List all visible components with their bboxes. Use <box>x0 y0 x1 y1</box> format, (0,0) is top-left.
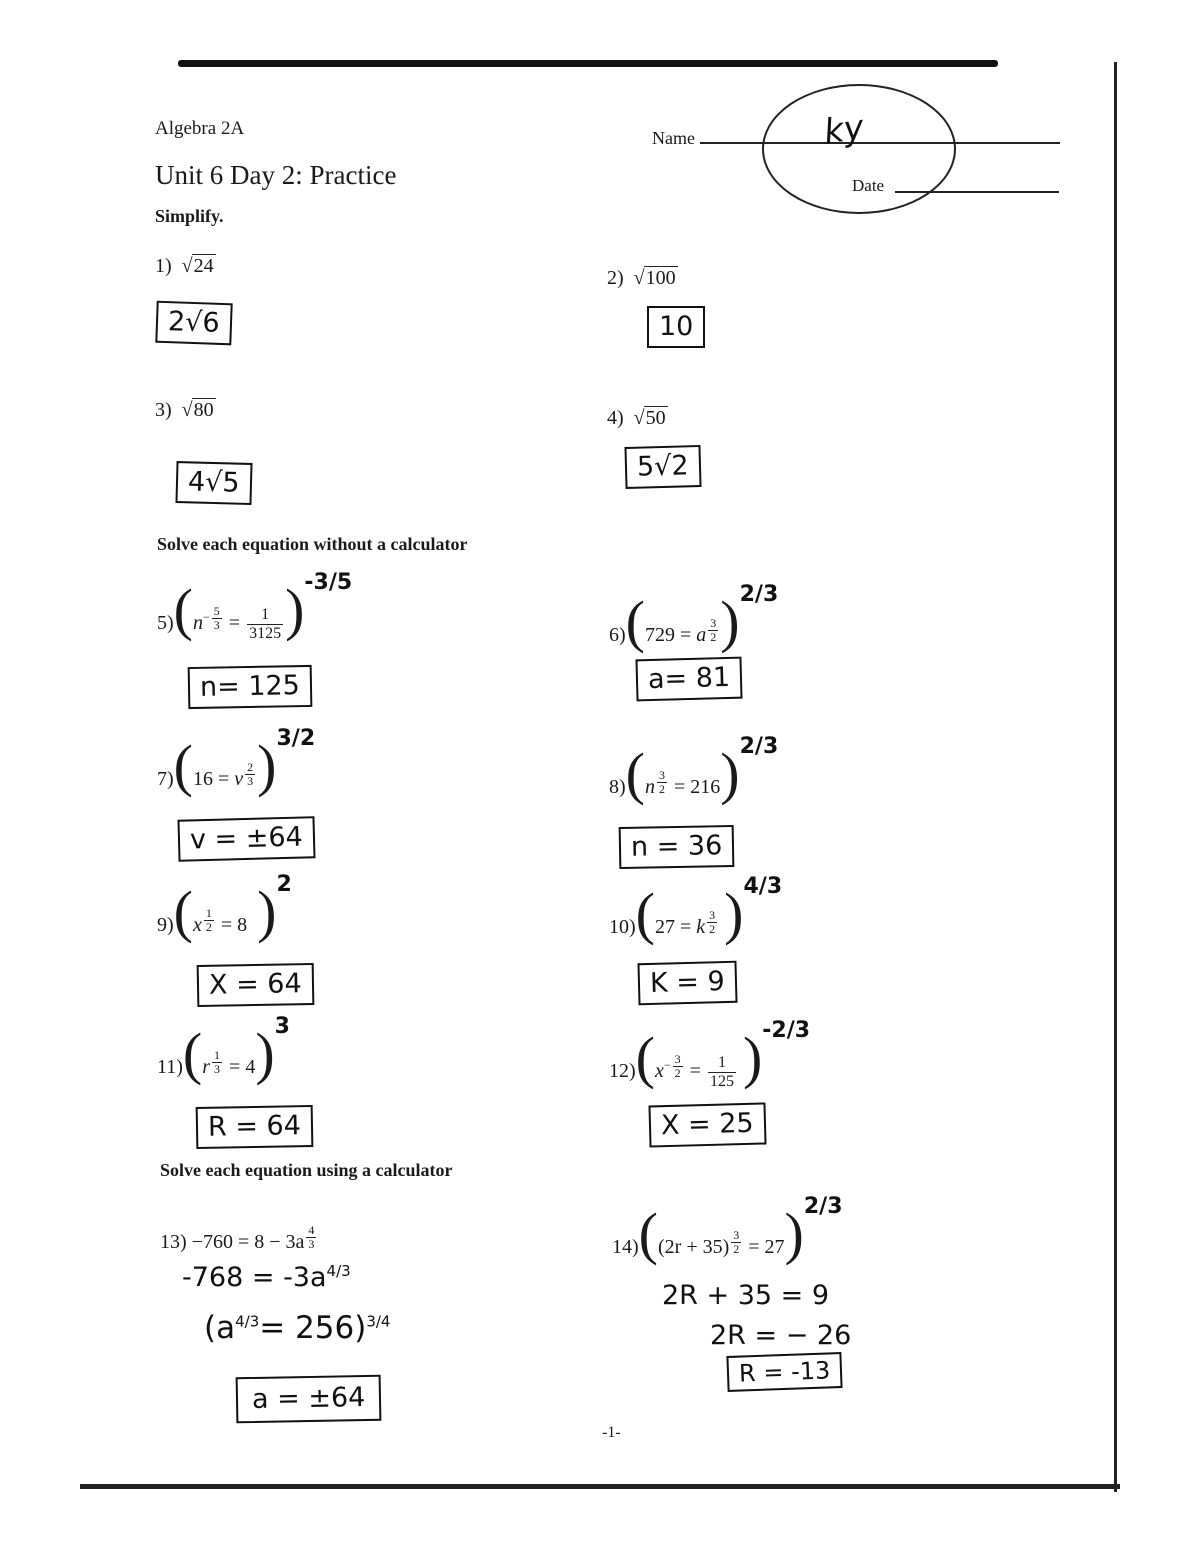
work-13-line-2: $(a^{4/3}= 256)^{3/4}$ <box>204 1310 391 1346</box>
page-title: Unit 6 Day 2: Practice <box>155 160 397 190</box>
course-name: Algebra 2A <box>155 118 245 139</box>
work-14-line-1: 2R + 35 = 9 <box>662 1280 830 1311</box>
sqrt-icon: √ <box>181 255 193 277</box>
problem-number: 9) <box>157 914 174 936</box>
problem-number: 12) <box>609 1060 636 1082</box>
problem-number: 1) <box>155 255 172 277</box>
sqrt-icon: √ <box>633 407 645 429</box>
signature-circle <box>762 84 956 214</box>
answer-box-12: X = 25 <box>648 1102 766 1147</box>
problem-12: $12)(x^{- \frac{3}{2}}$ = $\frac{1}{125}$ )-2/3 <box>609 1018 811 1090</box>
problem-2 <box>607 266 678 290</box>
outer-exponent: 2 <box>276 872 292 897</box>
problem-4 <box>607 406 668 430</box>
answer-box-10: K = 9 <box>637 961 737 1006</box>
radicand: 50 <box>645 407 666 429</box>
problem-number: 4) <box>607 407 624 429</box>
sqrt-icon: √ <box>181 399 193 421</box>
problem-14: 14)((2r + 35) $^{\frac{3}{2}}$ = 27)2/3 <box>612 1194 843 1266</box>
problem-7: 7)(16 = v $^{\frac{2}{3}}$ )3/2 <box>157 726 316 798</box>
problem-1 <box>155 254 216 278</box>
answer-box-6: a= 81 <box>635 657 742 702</box>
outer-exponent: 2/3 <box>803 1194 843 1219</box>
outer-exponent: -3/5 <box>304 570 353 595</box>
name-label: Name <box>652 128 695 148</box>
answer-box-1: 2√6 <box>155 301 232 346</box>
problem-number: 5) <box>157 612 174 634</box>
answer-box-4: 5√2 <box>624 445 701 489</box>
problem-number: 2) <box>607 267 624 289</box>
problem-number: 14) <box>612 1236 639 1258</box>
problem-8: 8)(n $^{\frac{3}{2}}$ = 216)2/3 <box>609 734 779 806</box>
problem-number: 10) <box>609 916 636 938</box>
problem-5: $5)(n^{- \frac{5}{3}}$ = $\frac{1}{3125}$ )-3/5 <box>157 570 353 642</box>
bottom-rule <box>80 1484 1120 1489</box>
answer-box-3: 4√5 <box>175 461 252 505</box>
problem-6: 6)(729 = a $^{\frac{3}{2}}$ )2/3 <box>609 582 779 654</box>
radicand: 80 <box>193 399 214 421</box>
sqrt-icon: √ <box>633 267 645 289</box>
answer-box-14: R = -13 <box>726 1352 842 1392</box>
section-no-calculator: Solve each equation without a calculator <box>157 534 468 554</box>
answer-box-8: n = 36 <box>619 825 735 869</box>
section-simplify: Simplify. <box>155 206 224 226</box>
top-rule <box>178 60 998 67</box>
section-calculator: Solve each equation using a calculator <box>160 1160 453 1180</box>
outer-exponent: -2/3 <box>762 1018 811 1043</box>
answer-box-7: v = ±64 <box>177 816 315 862</box>
problem-11: 11)(r $^{\frac{1}{3}}$ = 4)3 <box>157 1014 290 1086</box>
problem-number: 13) <box>160 1230 187 1253</box>
problem-9: 9)(x $^{\frac{1}{2}}$ = 8 )2 <box>157 872 292 944</box>
work-13-line-1: $-768 = -3a^{4/3}$ <box>182 1262 351 1293</box>
radicand: 24 <box>193 255 214 277</box>
problem-number: 7) <box>157 768 174 790</box>
work-14-line-2: 2R = − 26 <box>710 1320 852 1351</box>
handwritten-name: ky <box>821 107 867 153</box>
problem-13: 13) −760 = 8 − 3a $^{\frac{4}{3}}$ <box>160 1223 315 1253</box>
problem-10: 10)(27 = k $^{\frac{3}{2}}$ )4/3 <box>609 874 783 946</box>
problem-number: 11) <box>157 1056 183 1078</box>
radicand: 100 <box>645 267 676 289</box>
problem-number: 3) <box>155 399 172 421</box>
answer-box-2: 10 <box>647 306 705 348</box>
outer-exponent: 2/3 <box>739 734 779 759</box>
answer-box-13: a = ±64 <box>236 1375 382 1424</box>
problem-3 <box>155 398 216 422</box>
page-number: -1- <box>602 1424 621 1441</box>
date-label: Date <box>852 176 885 195</box>
outer-exponent: 4/3 <box>743 874 783 899</box>
answer-box-5: n= 125 <box>188 665 313 709</box>
answer-box-9: X = 64 <box>197 963 314 1007</box>
outer-exponent: 3/2 <box>276 726 316 751</box>
problem-number: 8) <box>609 776 626 798</box>
outer-exponent: 3 <box>274 1014 290 1039</box>
answer-box-11: R = 64 <box>196 1105 314 1149</box>
problem-number: 6) <box>609 624 626 646</box>
right-rule <box>1114 62 1117 1492</box>
outer-exponent: 2/3 <box>739 582 779 607</box>
